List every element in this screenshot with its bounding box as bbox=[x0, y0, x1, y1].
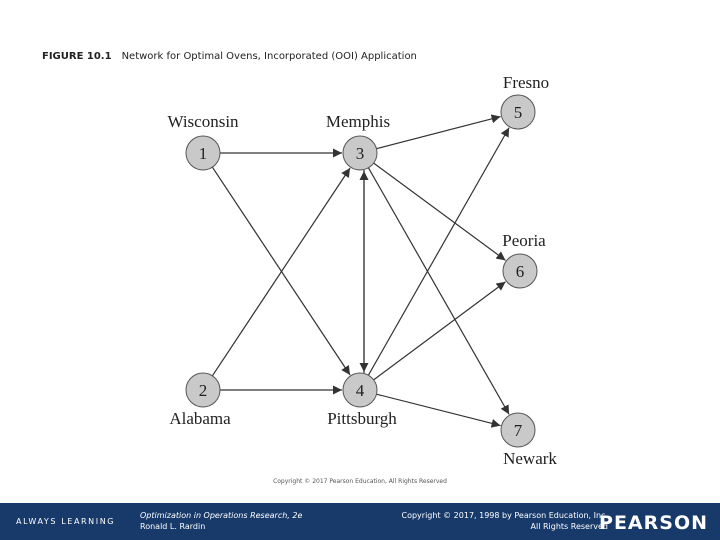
node-city-label: Peoria bbox=[502, 231, 546, 250]
slide-footer bbox=[0, 503, 720, 540]
node-city-label: Memphis bbox=[325, 112, 391, 131]
figure-number: FIGURE 10.1 bbox=[42, 51, 112, 62]
node-number: 5 bbox=[513, 103, 523, 122]
node-number: 7 bbox=[513, 421, 523, 440]
node-number: 6 bbox=[515, 262, 525, 281]
node-memphis bbox=[326, 112, 390, 170]
node-alabama bbox=[169, 373, 231, 428]
arc-3-to-7 bbox=[368, 168, 509, 415]
node-city-label: Pittsburgh bbox=[327, 409, 397, 428]
node-layer bbox=[167, 73, 557, 468]
book-title: Optimization in Operations Research, 2e bbox=[140, 511, 303, 520]
node-number: 1 bbox=[198, 144, 208, 163]
node-city-label: Wisconsin bbox=[167, 112, 239, 131]
node-pittsburgh bbox=[327, 373, 397, 428]
figure-title: Network for Optimal Ovens, Incorporated (OOI) Application bbox=[121, 51, 417, 62]
arc-4-to-5 bbox=[368, 128, 509, 376]
node-city-label: Fresno bbox=[502, 73, 550, 92]
book-info bbox=[140, 510, 302, 532]
node-number: 3 bbox=[355, 144, 365, 163]
copyright-notice bbox=[402, 510, 609, 532]
copyright-line-2: All Rights Reserved bbox=[530, 522, 608, 531]
node-peoria bbox=[502, 231, 546, 288]
brand-tagline: ALWAYS LEARNING bbox=[16, 517, 116, 526]
node-wisconsin bbox=[167, 112, 239, 170]
node-number: 4 bbox=[355, 381, 365, 400]
arc-3-to-5 bbox=[376, 117, 500, 149]
small-copyright: Copyright © 2017 Pearson Education, All Rights Reserved bbox=[273, 478, 447, 485]
node-newark bbox=[501, 413, 557, 468]
node-fresno bbox=[501, 73, 549, 129]
node-city-label: Alabama bbox=[169, 409, 231, 428]
publisher-logo: PEARSON bbox=[599, 512, 708, 534]
node-city-label: Newark bbox=[503, 449, 557, 468]
copyright-line-1: Copyright © 2017, 1998 by Pearson Education, Inc. bbox=[401, 511, 608, 520]
node-number: 2 bbox=[198, 381, 208, 400]
book-author: Ronald L. Rardin bbox=[140, 522, 206, 531]
